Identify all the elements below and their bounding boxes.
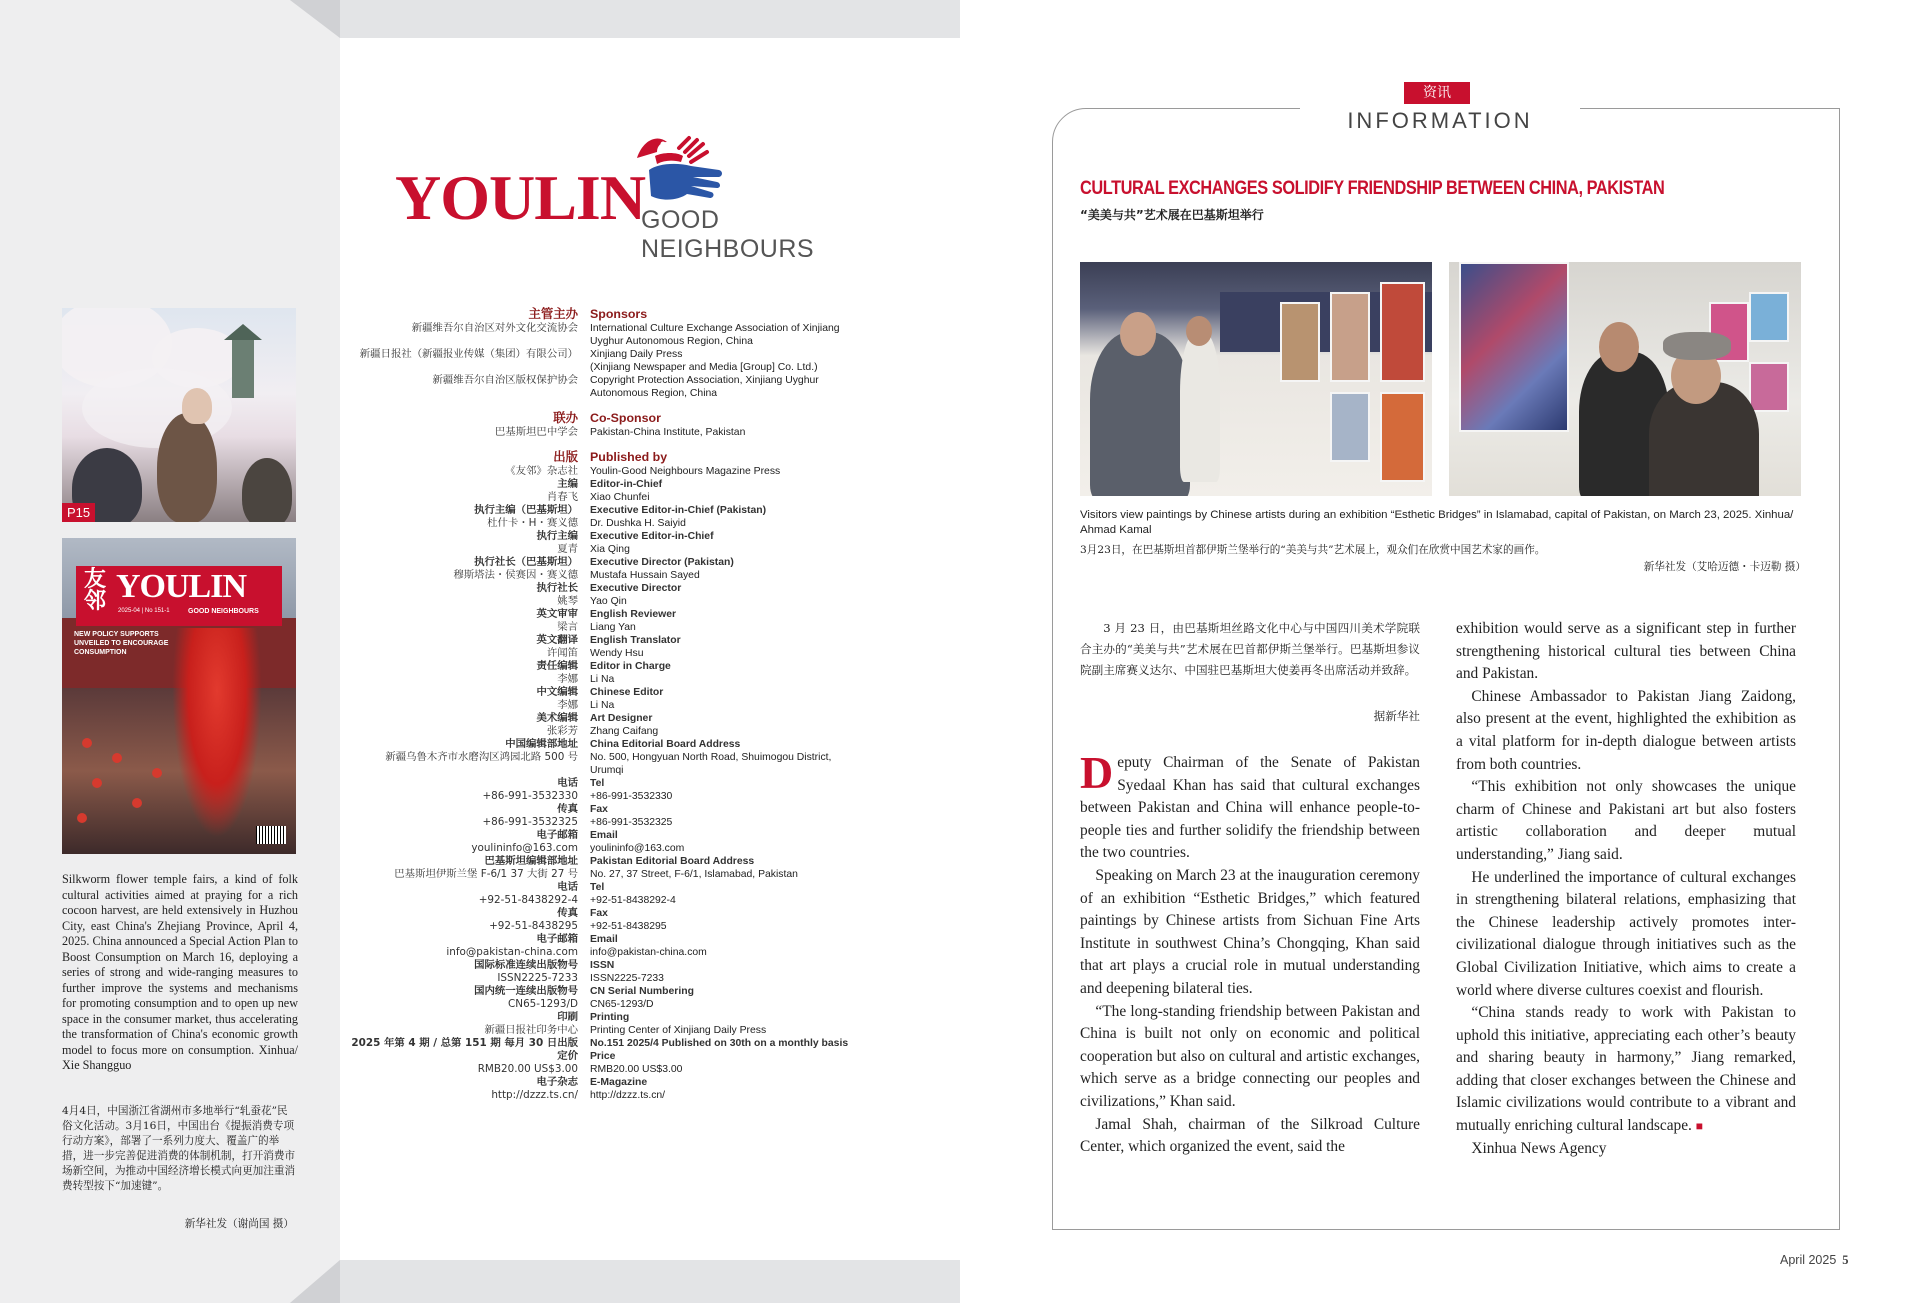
paragraph-text: eputy Chairman of the Senate of Pakistan Syedaal Khan has said that cultural exchanges between Pakistan and China will enhance people-to-people ties and further solidify the friendship between the two countries. <box>1080 754 1420 862</box>
masthead-row <box>330 426 930 439</box>
masthead-label-cn: 姚琴 <box>557 595 578 607</box>
photo-caption-en: Visitors view paintings by Chinese artists during an exhibition “Esthetic Bridges” in Islamabad, capital of Pakistan, on March 23, 2025. Xinhua/ Ahmad Kamal <box>1080 509 1794 536</box>
cover-banner <box>76 566 282 626</box>
masthead-row <box>330 647 930 660</box>
exhibition-photo-left <box>1080 262 1432 496</box>
masthead-label-cn: 联办 <box>553 410 578 425</box>
masthead-row <box>330 764 930 777</box>
paragraph: Speaking on March 23 at the inauguration ceremony of an exhibition “Esthetic Bridges,” which featured paintings by Chinese artists from Sichuan Fine Arts Institute in southwest China’s Chongqing, Khan said that art plays a crucial role in mutual understanding and deepening bilateral ties. <box>1080 866 1420 997</box>
exhibition-photo-right <box>1449 262 1801 496</box>
masthead-label-cn: 执行主编 <box>536 530 578 542</box>
folio-month: April 2025 <box>1780 1253 1837 1267</box>
masthead-label-cn: 巴基斯坦编辑部地址 <box>484 855 578 867</box>
masthead-value-en: No. 27, 37 Street, F-6/1, Islamabad, Pakistan <box>590 869 798 880</box>
paragraph <box>1456 1002 1796 1138</box>
masthead-row <box>330 699 930 712</box>
masthead-row <box>330 998 930 1011</box>
masthead-row <box>330 855 930 868</box>
masthead-row <box>330 543 930 556</box>
masthead-label-cn: youlininfo@163.com <box>471 842 578 854</box>
masthead-value-en: Executive Editor-in-Chief (Pakistan) <box>590 505 767 516</box>
cherry-blossom-photo <box>62 308 296 522</box>
masthead-value-en: Fax <box>590 804 608 815</box>
masthead-value-en: +92-51-8438295 <box>590 921 667 932</box>
masthead-value-en: China Editorial Board Address <box>590 739 741 750</box>
masthead-label-cn: 中文编辑 <box>536 686 578 698</box>
masthead-value-en: Published by <box>590 450 668 464</box>
article-column-1 <box>1080 747 1420 1159</box>
masthead-label-cn: 执行社长 <box>536 582 578 594</box>
masthead-label-cn: 国内统一连续出版物号 <box>474 985 578 997</box>
masthead-label-cn: 执行社长（巴基斯坦） <box>474 556 578 568</box>
masthead-value-en: RMB20.00 US$3.00 <box>590 1064 683 1075</box>
masthead-label-cn: 责任编辑 <box>536 660 578 672</box>
youlin-logo <box>395 130 875 263</box>
page-reference-tag: P15 <box>62 503 95 522</box>
masthead-value-en: Co-Sponsor <box>590 411 661 425</box>
photo-caption-cn: 3月23日，在巴基斯坦首都伊斯兰堡举行的“美美与共”艺术展上，观众们在欣赏中国艺术家的画作。 <box>1080 544 1546 556</box>
masthead-row <box>330 959 930 972</box>
masthead-value-en: English Reviewer <box>590 609 677 620</box>
masthead-value-en: Tel <box>590 882 605 893</box>
masthead-row <box>330 374 930 387</box>
end-mark-icon: ■ <box>1695 1119 1704 1134</box>
masthead-label-cn: 李娜 <box>557 673 578 685</box>
masthead-value-en: No. 500, Hongyuan North Road, Shuimogou District, <box>590 752 832 763</box>
masthead-row <box>330 491 930 504</box>
masthead-value-en: Xiao Chunfei <box>590 492 650 503</box>
masthead-value-en: Printing Center of Xinjiang Daily Press <box>590 1025 767 1036</box>
masthead-row <box>330 556 930 569</box>
masthead-value-en: CN Serial Numbering <box>590 986 694 997</box>
masthead-label-cn: 美术编辑 <box>536 712 578 724</box>
article-headline-cn: “美美与共”艺术展在巴基斯坦举行 <box>1080 208 1264 222</box>
masthead-value-en: Editor in Charge <box>590 661 671 672</box>
masthead-label-cn: 印刷 <box>557 1011 578 1023</box>
paragraph-text: “China stands ready to work with Pakistan to uphold this initiative, appreciating each other’s beauty and sharing beauty in harmony,” Jiang remarked, adding that closer exchanges between the Chinese and Islamic civilizations would contribute to a vibrant and mutually enriching cultural landscape. <box>1456 1004 1796 1135</box>
masthead-value-en: Li Na <box>590 700 615 711</box>
masthead-value-en: E-Magazine <box>590 1077 648 1088</box>
masthead-row <box>330 946 930 959</box>
masthead-row <box>330 608 930 621</box>
magazine-cover <box>62 538 296 854</box>
masthead-value-en: English Translator <box>590 635 681 646</box>
article-column-2 <box>1456 618 1796 1160</box>
section-tag-cn: 资讯 <box>1404 82 1470 104</box>
masthead-section <box>330 306 930 322</box>
logo-subtitle: GOOD NEIGHBOURS <box>641 206 815 263</box>
masthead-label-cn: 肖春飞 <box>546 491 578 503</box>
drop-cap: D <box>1080 747 1114 798</box>
masthead-label-cn: CN65-1293/D <box>508 998 578 1010</box>
masthead-label-cn: 杜什卡・H・赛义德 <box>487 517 578 529</box>
cover-wordmark: YOULIN <box>116 568 247 605</box>
paragraph: “This exhibition not only showcases the unique charm of Chinese and Pakistani art but also fosters artistic collaboration and deeper mutual understanding,” Jiang said. <box>1456 778 1796 863</box>
masthead-value-en: +86-991-3532325 <box>590 817 673 828</box>
masthead-row <box>330 634 930 647</box>
masthead-row <box>330 816 930 829</box>
masthead-row <box>330 790 930 803</box>
masthead-label-cn: 电子邮箱 <box>536 933 578 945</box>
masthead-label-cn: 新疆维吾尔自治区对外文化交流协会 <box>411 322 578 334</box>
agency-credit: Xinhua News Agency <box>1471 1139 1607 1157</box>
masthead-value-en: ISSN2225-7233 <box>590 973 664 984</box>
masthead-row <box>330 1089 930 1102</box>
masthead-row <box>330 322 930 335</box>
masthead-label-cn: ISSN2225-7233 <box>497 972 578 984</box>
masthead-row <box>330 1076 930 1089</box>
paragraph: “The long-standing friendship between Pakistan and China is built not only on economic and political cooperation but also on cultural and artistic exchanges, which serve as a bridge connecting our peoples and civilizations,” Khan said. <box>1080 1002 1420 1110</box>
masthead-value-en: Mustafa Hussain Sayed <box>590 570 700 581</box>
masthead-row <box>330 465 930 478</box>
masthead-value-en: International Culture Exchange Association of Xinjiang <box>590 323 840 334</box>
cover-cn-title: 友邻 <box>84 566 107 614</box>
masthead-row <box>330 1037 930 1050</box>
masthead-value-en: Fax <box>590 908 608 919</box>
masthead-row <box>330 595 930 608</box>
masthead-label-cn: 中国编辑部地址 <box>505 738 578 750</box>
masthead-row <box>330 829 930 842</box>
masthead-value-en: +86-991-3532330 <box>590 791 673 802</box>
masthead-row <box>330 712 930 725</box>
masthead-value-en: Art Designer <box>590 713 653 724</box>
masthead-row <box>330 842 930 855</box>
masthead-value-en: Executive Editor-in-Chief <box>590 531 714 542</box>
masthead-value-en: Sponsors <box>590 307 648 321</box>
masthead-value-en: Chinese Editor <box>590 687 664 698</box>
masthead-label-cn: RMB20.00 US$3.00 <box>477 1063 578 1075</box>
paragraph: exhibition would serve as a significant step in further strengthening historical cultural ties between China and Pakistan. <box>1456 620 1796 683</box>
masthead-value-en: Zhang Caifang <box>590 726 659 737</box>
masthead-row <box>330 621 930 634</box>
paragraph: He underlined the importance of cultural exchanges in strengthening bilateral relations, emphasizing that the Chinese leadership actively promotes inter-civilizational dialogue through initiatives such as the Global Civilization Initiative, which aims to create a world where diverse cultures coexist and flourish. <box>1456 868 1796 999</box>
masthead-value-en: Urumqi <box>590 765 624 776</box>
masthead-value-en: Tel <box>590 778 605 789</box>
masthead-value-en: Pakistan-China Institute, Pakistan <box>590 427 746 438</box>
page-folio <box>1780 1253 1849 1268</box>
cover-subtitle: GOOD NEIGHBOURS <box>188 608 259 615</box>
masthead-label-cn: http://dzzz.ts.cn/ <box>491 1089 578 1101</box>
masthead-value-en: Pakistan Editorial Board Address <box>590 856 755 867</box>
pagoda <box>232 338 254 398</box>
masthead-label-cn: 主编 <box>557 478 578 490</box>
masthead-row <box>330 582 930 595</box>
paragraph <box>1080 747 1420 865</box>
masthead-value-en: Uyghur Autonomous Region, China <box>590 336 753 347</box>
masthead-row <box>330 335 930 348</box>
masthead-value-en: (Xinjiang Newspaper and Media [Group] Co. Ltd.) <box>590 362 818 373</box>
masthead-row <box>330 803 930 816</box>
masthead-value-en: No.151 2025/4 Published on 30th on a monthly basis <box>590 1038 849 1049</box>
masthead-value-en: CN65-1293/D <box>590 999 654 1010</box>
masthead-label-cn: 穆斯塔法・侯赛因・赛义德 <box>453 569 578 581</box>
masthead-value-en: Printing <box>590 1012 630 1023</box>
cover-issue: 2025-04 | No 151-1 <box>118 608 170 614</box>
masthead-value-en: Li Na <box>590 674 615 685</box>
masthead-label-cn: 巴基斯坦伊斯兰堡 F-6/1 37 大街 27 号 <box>394 868 578 880</box>
masthead-row <box>330 1024 930 1037</box>
cover-caption-en: Silkworm flower temple fairs, a kind of folk cultural activities aimed at praying for a rich cocoon harvest, are held extensively in Huzhou City, east China's Zhejiang Province, April 4, 2025. China announced a Special Action Plan to Boost Consumption on March 16, deploying a series of strong and wide-ranging measures to further improve the systems and mechanisms for promoting consumption and to open up new space in the consumer market, thus accelerating the transformation of China's economic growth model to focus more on consumption. Xinhua/ Xie Shangguo <box>62 872 298 1072</box>
masthead-value-en: Email <box>590 934 618 945</box>
section-title: INFORMATION <box>1300 108 1580 134</box>
masthead-value-en: Yao Qin <box>590 596 627 607</box>
paragraph: Chinese Ambassador to Pakistan Jiang Zaidong, also present at the event, highlighted the exhibition as a vital platform for in-depth dialogue between artists from both countries. <box>1456 687 1796 773</box>
masthead-row <box>330 907 930 920</box>
masthead-label-cn: +86-991-3532330 <box>482 790 578 802</box>
photo-credit-cn: 新华社发（艾哈迈德・卡迈勒 摄） <box>1643 561 1806 573</box>
masthead-row <box>330 673 930 686</box>
masthead-label-cn: +92-51-8438295 <box>489 920 578 932</box>
masthead-label-cn: 出版 <box>553 449 578 464</box>
masthead-label-cn: 英文审审 <box>536 608 578 620</box>
masthead-row <box>330 361 930 374</box>
masthead-label-cn: +92-51-8438292-4 <box>478 894 578 906</box>
summary-source: 据新华社 <box>1373 709 1420 723</box>
masthead-value-en: Dr. Dushka H. Saiyid <box>590 518 686 529</box>
bottom-band <box>340 1260 960 1303</box>
masthead-label-cn: 定价 <box>557 1050 578 1062</box>
masthead-label-cn: 张彩芳 <box>546 725 578 737</box>
masthead-value-en: Email <box>590 830 618 841</box>
masthead-row <box>330 972 930 985</box>
masthead-row <box>330 751 930 764</box>
masthead-value-en: Executive Director (Pakistan) <box>590 557 734 568</box>
masthead-value-en: Price <box>590 1051 616 1062</box>
barcode <box>256 826 286 844</box>
masthead-label-cn: 新疆维吾尔自治区版权保护协会 <box>432 374 578 386</box>
masthead-label-cn: 传真 <box>557 803 578 815</box>
masthead-value-en: ISSN <box>590 960 615 971</box>
masthead-row <box>330 933 930 946</box>
masthead-row <box>330 530 930 543</box>
masthead-label-cn: 电子杂志 <box>536 1076 578 1088</box>
paragraph: Jamal Shah, chairman of the Silkroad Culture Center, which organized the event, said the <box>1080 1115 1420 1156</box>
masthead-label-cn: +86-991-3532325 <box>482 816 578 828</box>
masthead-row <box>330 985 930 998</box>
masthead-section <box>330 449 930 465</box>
masthead-row <box>330 725 930 738</box>
cover-figure <box>172 628 262 838</box>
masthead-row <box>330 881 930 894</box>
masthead-row <box>330 1011 930 1024</box>
masthead-row <box>330 1063 930 1076</box>
masthead-row <box>330 517 930 530</box>
masthead-row <box>330 686 930 699</box>
masthead-row <box>330 387 930 400</box>
masthead-row <box>330 868 930 881</box>
masthead-row <box>330 348 930 361</box>
masthead-label-cn: 梁言 <box>557 621 578 633</box>
masthead-value-en: http://dzzz.ts.cn/ <box>590 1090 666 1101</box>
masthead-value-en: youlininfo@163.com <box>590 843 685 854</box>
masthead-label-cn: 电话 <box>557 777 578 789</box>
masthead-value-en: Executive Director <box>590 583 682 594</box>
masthead-row <box>330 1050 930 1063</box>
masthead-row <box>330 504 930 517</box>
masthead-value-en: Youlin-Good Neighbours Magazine Press <box>590 466 781 477</box>
masthead-section <box>330 410 930 426</box>
cover-caption-cn: 4月4日，中国浙江省湖州市多地举行“轧蚕花”民俗文化活动。3月16日，中国出台《提振消费专项行动方案》，部署了一系列力度大、覆盖广的举措，进一步完善促进消费的体制机制，打开消费市场新空间，为推动中国经济增长模式向更加注重消费转型按下“加速键”。 <box>62 1105 296 1192</box>
masthead-label-cn: 《友邻》杂志社 <box>505 465 578 477</box>
masthead-label-cn: 新疆日报社（新疆报业传媒（集团）有限公司） <box>359 348 578 360</box>
masthead-label-cn: 李娜 <box>557 699 578 711</box>
masthead-row <box>330 660 930 673</box>
article-headline: CULTURAL EXCHANGES SOLIDIFY FRIENDSHIP BETWEEN CHINA, PAKISTAN <box>1080 178 1665 199</box>
masthead-label-cn: 执行主编（巴基斯坦） <box>474 504 578 516</box>
cover-caption-credit: 新华社发（谢尚国 摄） <box>184 1218 294 1230</box>
masthead-value-en: +92-51-8438292-4 <box>590 895 676 906</box>
masthead-label-cn: 电话 <box>557 881 578 893</box>
right-page <box>960 0 1920 1303</box>
masthead-row <box>330 738 930 751</box>
masthead-value-en: Wendy Hsu <box>590 648 644 659</box>
page-number: 5 <box>1842 1253 1849 1267</box>
masthead-value-en: Autonomous Region, China <box>590 388 718 399</box>
masthead-label-cn: 新疆日报社印务中心 <box>484 1024 578 1036</box>
masthead-row <box>330 478 930 491</box>
top-band <box>340 0 960 38</box>
masthead-row <box>330 920 930 933</box>
masthead-label-cn: 主管主办 <box>528 306 578 321</box>
masthead-label-cn: info@pakistan-china.com <box>446 946 578 958</box>
masthead-row <box>330 894 930 907</box>
masthead-label-cn: 国际标准连续出版物号 <box>474 959 578 971</box>
masthead-value-en: info@pakistan-china.com <box>590 947 707 958</box>
masthead-value-en: Editor-in-Chief <box>590 479 663 490</box>
logo-wordmark: YOULIN <box>395 162 646 233</box>
masthead-label-cn: 传真 <box>557 907 578 919</box>
masthead-label-cn: 巴基斯坦巴中学会 <box>494 426 578 438</box>
masthead-label-cn: 2025 年第 4 期 / 总第 151 期 每月 30 日出版 <box>351 1037 578 1049</box>
masthead-value-en: Liang Yan <box>590 622 636 633</box>
masthead-value-en: Copyright Protection Association, Xinjiang Uyghur <box>590 375 819 386</box>
masthead-row <box>330 777 930 790</box>
masthead-label-cn: 夏青 <box>557 543 578 555</box>
masthead-row <box>330 569 930 582</box>
masthead-label-cn: 许闻笛 <box>546 647 578 659</box>
masthead-label-cn: 电子邮箱 <box>536 829 578 841</box>
masthead-value-en: Xinjiang Daily Press <box>590 349 683 360</box>
cover-headline: NEW POLICY SUPPORTS UNVEILED TO ENCOURAGE CONSUMPTION <box>74 631 169 656</box>
masthead <box>330 306 930 1102</box>
masthead-label-cn: 英文翻译 <box>536 634 578 646</box>
summary-cn: 3 月 23 日，由巴基斯坦丝路文化中心与中国四川美术学院联合主办的“美美与共”艺术展在巴首都伊斯兰堡举行。巴基斯坦参议院副主席赛义达尔、中国驻巴基斯坦大使姜再冬出席活动并致辞。 <box>1080 621 1420 677</box>
masthead-value-en: Xia Qing <box>590 544 630 555</box>
masthead-label-cn: 新疆乌鲁木齐市水磨沟区鸿园北路 500 号 <box>385 751 578 763</box>
